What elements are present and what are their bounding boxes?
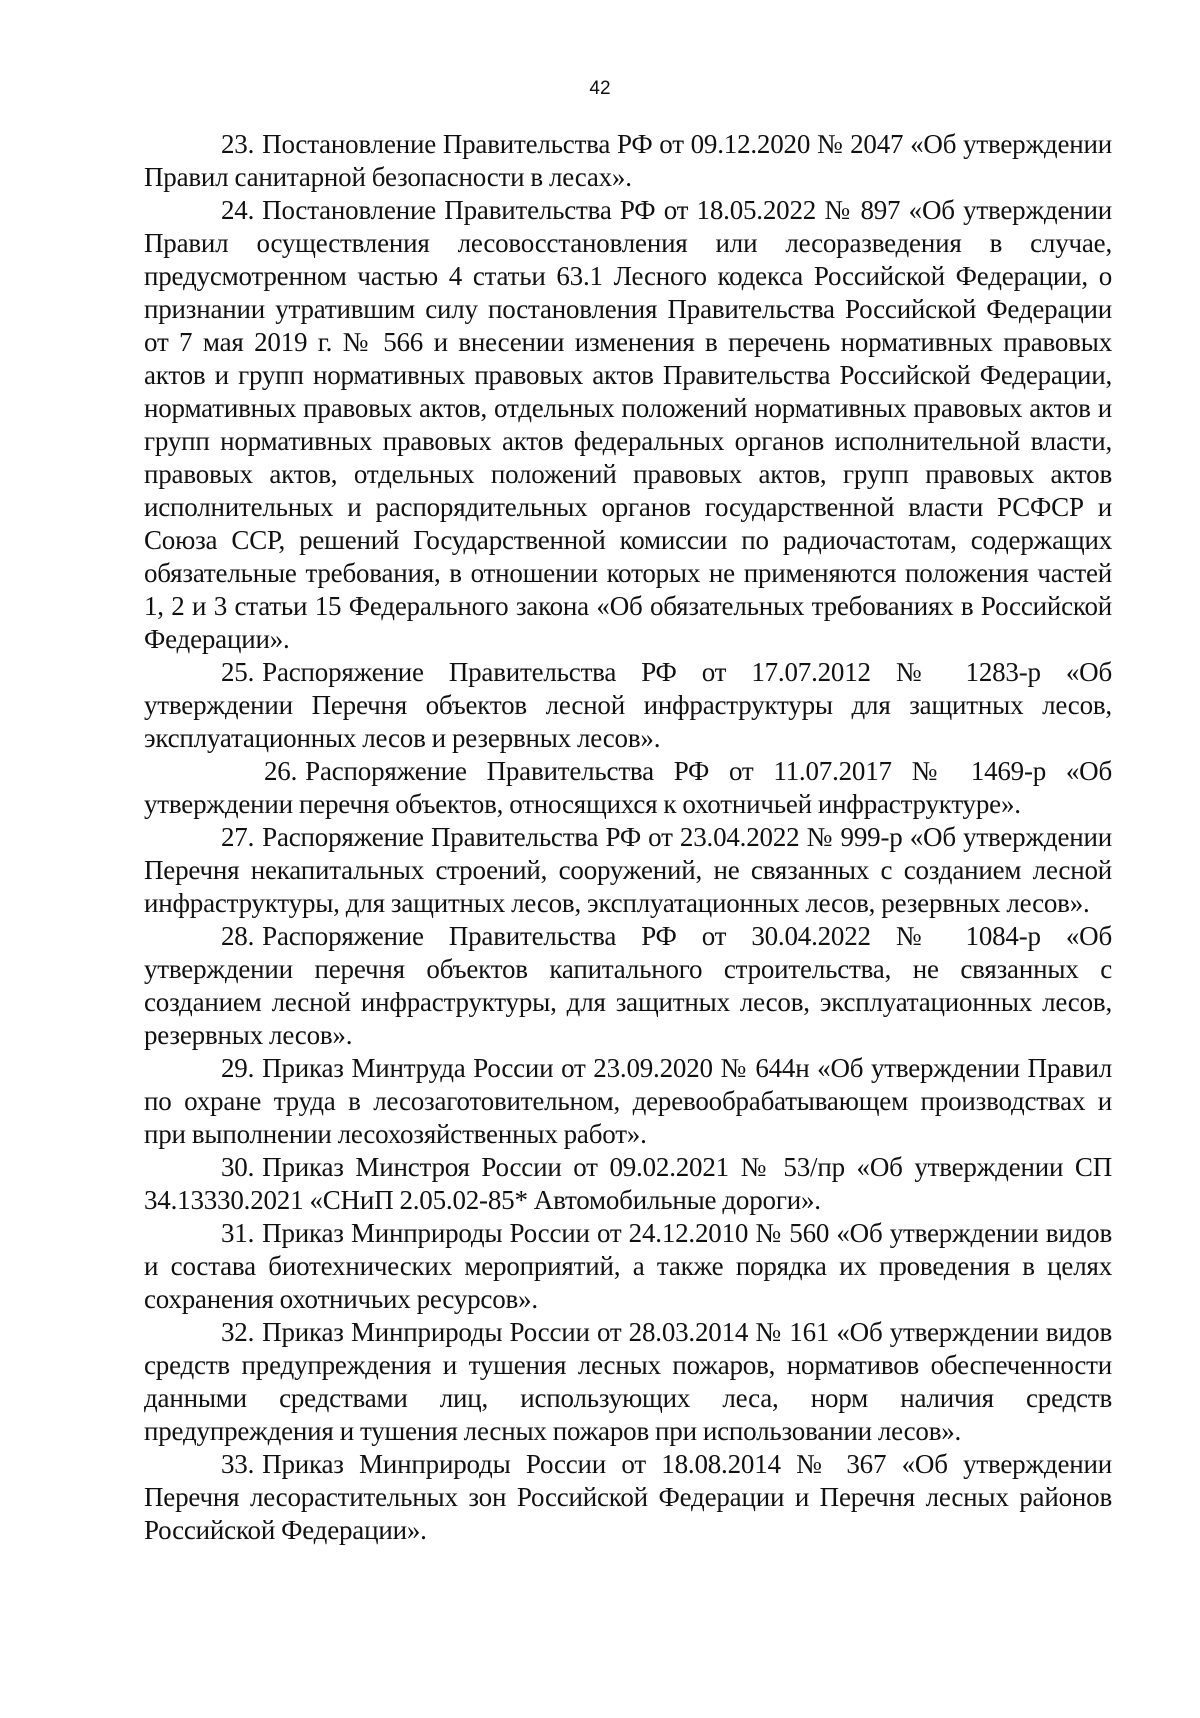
item-text: Приказ Минприроды России от 28.03.2014 № 161 «Об утверждении видов средств предупреждения и тушения лесных пожаров, нормативов обеспеченности данными средствами лиц, использующих леса, норм наличия средств предупреждения и тушения лесных пожаров при использовании лесов».	[144, 1317, 1112, 1446]
item-text: Распоряжение Правительства РФ от 17.07.2012 № 1283-р «Об утверждении Перечня объектов лесной инфраструктуры для защитных лесов, эксплуатационных лесов и резервных лесов».	[144, 657, 1112, 753]
item-number: 28.	[221, 921, 255, 951]
list-item-25	[144, 656, 1112, 755]
item-text: Приказ Минприроды России от 24.12.2010 № 560 «Об утверждении видов и состава биотехнических мероприятий, а также порядка их проведения в целях сохранения охотничьих ресурсов».	[144, 1218, 1112, 1314]
item-number: 31.	[221, 1218, 255, 1248]
list-item-29	[144, 1052, 1112, 1151]
item-number: 33.	[221, 1449, 255, 1479]
item-number: 25.	[221, 657, 255, 687]
list-item-33	[144, 1448, 1112, 1547]
list-item-28	[144, 920, 1112, 1052]
list-item-26	[144, 755, 1112, 821]
item-number: 29.	[221, 1053, 255, 1083]
document-body	[144, 128, 1112, 1547]
item-text: Постановление Правительства РФ от 18.05.2022 № 897 «Об утверждении Правил осуществления лесовосстановления или лесоразведения в случае, предусмотренном частью 4 статьи 63.1 Лесного кодекса Российской Федерации, о признании утратившим силу постановления Правительства Российской Федерации от 7 мая 2019 г. № 566 и внесении изменения в перечень нормативных правовых актов и групп нормативных правовых актов Правительства Российской Федерации, нормативных правовых актов, отдельных положений нормативных правовых актов и групп нормативных правовых актов федеральных органов исполнительной власти, правовых актов, отдельных положений правовых актов, групп правовых актов исполнительных и распорядительных органов государственной власти РСФСР и Союза ССР, решений Государственной комиссии по радиочастотам, содержащих обязательные требования, в отношении которых не применяются положения частей 1, 2 и 3 статьи 15 Федерального закона «Об обязательных требованиях в Российской Федерации».	[144, 195, 1112, 654]
list-item-27	[144, 821, 1112, 920]
item-number: 27.	[221, 822, 255, 852]
item-text: Приказ Минстроя России от 09.02.2021 № 53/пр «Об утверждении СП 34.13330.2021 «СНиП 2.05.02-85* Автомобильные дороги».	[144, 1152, 1112, 1215]
list-item-23	[144, 128, 1112, 194]
list-item-31	[144, 1217, 1112, 1316]
item-text: Приказ Минтруда России от 23.09.2020 № 644н «Об утверждении Правил по охране труда в лесозаготовительном, деревообрабатывающем производствах и при выполнении лесохозяйственных работ».	[144, 1053, 1112, 1149]
item-number: 24.	[221, 195, 255, 225]
list-item-30	[144, 1151, 1112, 1217]
item-text: Постановление Правительства РФ от 09.12.2020 № 2047 «Об утверждении Правил санитарной безопасности в лесах».	[144, 129, 1112, 192]
item-text: Распоряжение Правительства РФ от 23.04.2022 № 999-р «Об утверждении Перечня некапитальных строений, сооружений, не связанных с созданием лесной инфраструктуры, для защитных лесов, эксплуатационных лесов, резервных лесов».	[144, 822, 1112, 918]
item-number: 23.	[221, 129, 255, 159]
item-number: 30.	[221, 1152, 255, 1182]
item-text: Распоряжение Правительства РФ от 11.07.2017 № 1469-р «Об утверждении перечня объектов, относящихся к охотничьей инфраструктуре».	[144, 756, 1112, 819]
list-item-24	[144, 194, 1112, 656]
item-text: Распоряжение Правительства РФ от 30.04.2022 № 1084-р «Об утверждении перечня объектов капитального строительства, не связанных с созданием лесной инфраструктуры, для защитных лесов, эксплуатационных лесов, резервных лесов».	[144, 921, 1112, 1050]
page-number: 42	[589, 78, 611, 99]
item-text: Приказ Минприроды России от 18.08.2014 № 367 «Об утверждении Перечня лесорастительных зон Российской Федерации и Перечня лесных районов Российской Федерации».	[144, 1449, 1112, 1545]
item-number: 26.	[264, 756, 298, 786]
item-number: 32.	[221, 1317, 255, 1347]
list-item-32	[144, 1316, 1112, 1448]
